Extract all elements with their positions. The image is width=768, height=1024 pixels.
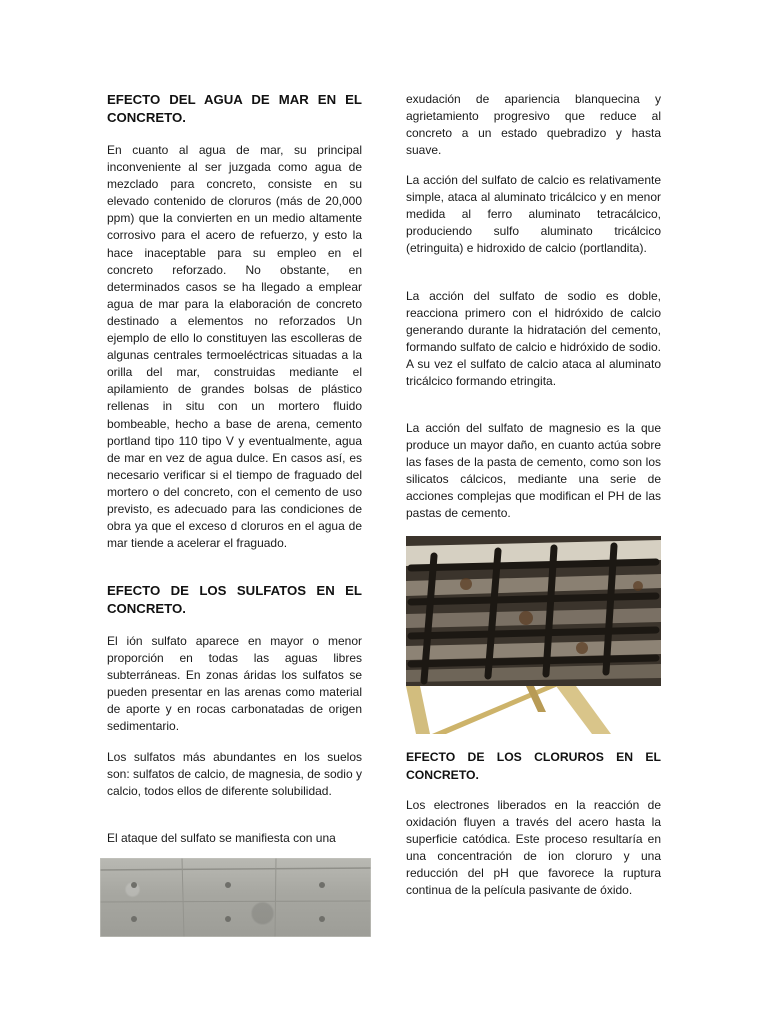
corroded-rebar-photo: [406, 536, 661, 734]
paragraph-exudacion: exudación de apariencia blanquecina y agrietamiento progresivo que reduce al concreto a un estado quebradizo y hasta suave.: [406, 92, 661, 158]
section-title-cloruros: EFECTO DE LOS CLORUROS EN EL CONCRETO.: [406, 750, 661, 782]
concrete-wall-photo: [100, 858, 371, 937]
paragraph-sulfatos-1: El ión sulfato aparece en mayor o menor proporción en todas las aguas libres subterráneas. En zonas áridas los sulfatos se pueden presentar en las arenas como material de aporte y en rocas carbonatadas de origen sedimentario.: [107, 634, 362, 734]
paragraph-sulfato-magnesio: La acción del sulfato de magnesio es la que produce un mayor daño, en cuanto actúa sobre las fases de la pasta de cemento, como son los silicatos cálcicos, mediante una serie de acciones complejas que modifican el PH de las pastas de cemento.: [406, 421, 661, 521]
paragraph-sulfato-calcio: La acción del sulfato de calcio es relativamente simple, ataca al aluminato tricálcico y en menor medida al ferro aluminato tetracálcico, produciendo sulfo aluminato tricálcico (etringuita) e hidroxido de calcio (portlandita).: [406, 173, 661, 256]
paragraph-sulfatos-2: Los sulfatos más abundantes en los suelos son: sulfatos de calcio, de magnesia, de sodio y calcio, todos ellos de diferente solubilidad.: [107, 750, 362, 799]
paragraph-agua-de-mar: En cuanto al agua de mar, su principal inconveniente al ser juzgada como agua de mezclado para concreto, consiste en su elevado contenido de cloruros (más de 20,000 ppm) que la convierten en un medio altamente corrosivo para el acero de refuerzo, y esto la hace inaceptable para su empleo en el concreto reforzado. No obstante, en determinados casos se ha llegado a emplear agua de mar para la elaboración de concreto destinado a elementos no reforzados Un ejemplo de ello lo constituyen las escolleras de algunas centrales termoeléctricas situadas a la orilla del mar, construidas mediante el apilamiento de grandes bolsas de plástico rellenas in situ con un mortero fluido bombeable, hecho a base de arena, cemento portland tipo 110 tipo V y eventualmente, agua de mar en vez de agua dulce. En casos así, es necesario verificar si el tiempo de fraguado del mortero o del concreto, con el cemento de uso previsto, es adecuado para las condiciones de obra ya que el exceso d cloruros en el agua de mar tiende a acelerar el fraguado.: [107, 143, 362, 551]
paragraph-sulfato-sodio: La acción del sulfato de sodio es doble, reacciona primero con el hidróxido de calcio generando durante la hidratación del cemento, formando sulfato de calcio e hidróxido de sodio. A su vez el sulfato de calcio ataca al aluminato tricálcico formando etringita.: [406, 289, 661, 389]
section-title-agua-de-mar: EFECTO DEL AGUA DE MAR EN EL CONCRETO.: [107, 92, 362, 125]
concrete-wall-texture: [100, 858, 371, 937]
corroded-rebar-illustration: [406, 536, 661, 734]
paragraph-cloruros: Los electrones liberados en la reacción de oxidación fluyen a través del acero hasta la superficie catódica. Este proceso resultaría en una concentración de ion cloruro y una reducción del pH que favorece la ruptura continua de la película pasivante de óxido.: [406, 798, 661, 898]
paragraph-sulfatos-3: El ataque del sulfato se manifiesta con una: [107, 831, 336, 845]
section-title-sulfatos: EFECTO DE LOS SULFATOS EN EL CONCRETO.: [107, 583, 362, 616]
